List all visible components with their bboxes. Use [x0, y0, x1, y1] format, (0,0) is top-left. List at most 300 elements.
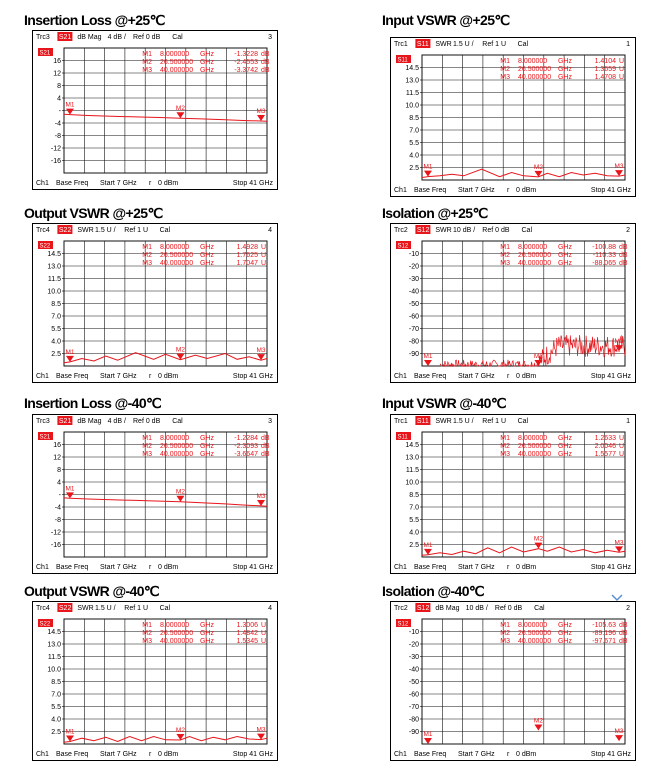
footer-channel: Ch1: [36, 751, 49, 758]
marker-table-freq: 8.000000: [160, 51, 190, 58]
marker-table-value: 1.7625: [236, 252, 258, 259]
marker-table-value-unit: dB: [261, 51, 270, 58]
marker-table-name: M1: [142, 51, 152, 58]
marker-table-unit: GHz: [200, 622, 214, 629]
marker-table-value-unit: U: [261, 638, 267, 645]
marker-label: M3: [614, 338, 624, 346]
footer-r: r: [149, 180, 152, 187]
footer-stop: Stop 41 GHz: [590, 187, 631, 194]
marker-table-unit: GHz: [558, 58, 572, 65]
param-label: S22: [58, 227, 72, 234]
trace-badge-label: S12: [397, 243, 409, 250]
scale-label: 10 dB /: [465, 605, 488, 612]
y-tick-label: 8.5: [409, 492, 419, 499]
footer-start: Start 7 GHz: [100, 751, 137, 758]
format-label: dB Mag: [77, 418, 102, 425]
marker-table-value: -2.4553: [234, 59, 258, 66]
y-tick-label: -12: [50, 529, 61, 537]
y-tick-label: -40: [408, 666, 419, 674]
y-tick-label: -4: [54, 120, 61, 128]
footer-base-freq: Base Freq: [414, 564, 447, 571]
y-tick-label: -30: [408, 654, 419, 661]
marker-table-unit: GHz: [200, 51, 214, 58]
cal-label: Cal: [517, 41, 529, 48]
y-tick-label: 11.5: [47, 654, 61, 661]
footer-stop: Stop 41 GHz: [232, 751, 273, 758]
chart-title-output-vswr-25: Output VSWR @+25℃: [24, 205, 163, 221]
format-label: SWR: [77, 227, 94, 234]
marker-table-freq: 40.000000: [160, 260, 194, 267]
vna-screen: [390, 601, 636, 761]
vna-screen: [390, 37, 636, 197]
footer-r: r: [507, 187, 510, 194]
marker-table-unit: GHz: [558, 260, 572, 267]
footer-r: r: [507, 751, 510, 758]
marker-table-unit: GHz: [200, 630, 214, 637]
marker-table-value-unit: dB: [619, 252, 628, 259]
marker-table-unit: GHz: [200, 244, 214, 251]
footer-channel: Ch1: [36, 564, 49, 571]
param-label: S22: [58, 605, 72, 612]
marker-table-freq: 40.000000: [518, 74, 552, 81]
chart-title-isolation-40: Isolation @-40℃: [382, 583, 485, 599]
y-tick-label: -8: [54, 133, 61, 140]
marker-label: M2: [533, 535, 543, 543]
footer-power: 0 dBm: [158, 751, 179, 758]
param-label: S12: [416, 227, 430, 234]
footer-base-freq: Base Freq: [414, 373, 447, 380]
footer-start: Start 7 GHz: [458, 187, 495, 194]
marker-label: M2: [533, 353, 543, 360]
scale-label: 10 dB /: [453, 227, 476, 234]
trace-badge-label: S21: [39, 50, 51, 57]
marker-table-freq: 26.500000: [160, 252, 194, 259]
marker-table-name: M1: [500, 58, 510, 65]
marker-table-value: -110.33: [592, 252, 616, 259]
marker-table-freq: 40.000000: [518, 638, 552, 645]
marker-label: M2: [175, 727, 185, 734]
marker-table-unit: GHz: [558, 630, 572, 637]
marker-table-value-unit: U: [261, 252, 267, 259]
y-tick-label: -10: [408, 629, 419, 636]
marker-label: M3: [256, 347, 266, 355]
y-tick-label: 12: [53, 70, 61, 78]
marker-table-name: M1: [500, 435, 510, 442]
marker-table-value: -89.196: [592, 630, 616, 637]
vna-screen: [32, 223, 278, 383]
y-tick-label: 2.5: [409, 542, 419, 549]
y-tick-label: -16: [50, 542, 61, 549]
y-tick-label: 8: [57, 467, 61, 474]
marker-table-value: 2.0046: [594, 443, 616, 450]
footer-channel: Ch1: [36, 180, 49, 187]
marker-table-name: M2: [142, 630, 152, 637]
marker-table-value: 1.4928: [236, 244, 258, 251]
marker-table-freq: 8.000000: [160, 435, 190, 442]
cal-label: Cal: [172, 418, 183, 425]
marker-table-freq: 8.000000: [160, 622, 190, 629]
footer-power: 0 dBm: [516, 751, 537, 758]
marker-label: M2: [533, 163, 543, 171]
trace-badge-label: S11: [397, 434, 408, 441]
chart-title-insertion-loss-40: Insertion Loss @-40℃: [24, 395, 162, 411]
footer-power: 0 dBm: [516, 564, 537, 571]
trace-label: Trc1: [394, 418, 408, 425]
footer-r: r: [507, 373, 510, 380]
y-tick-label: 11.5: [47, 276, 61, 283]
footer-stop: Stop 41 GHz: [232, 373, 273, 380]
y-tick-label: 14.5: [405, 442, 419, 449]
marker-label: M1: [65, 728, 75, 736]
y-tick-label: 4: [57, 479, 61, 487]
y-tick-label: -4: [54, 504, 61, 512]
cal-label: Cal: [159, 605, 171, 612]
marker-label: M2: [533, 717, 543, 725]
scale-label: 1.5 U /: [95, 605, 116, 612]
y-tick-label: 10.0: [405, 479, 419, 487]
footer-base-freq: Base Freq: [56, 751, 89, 758]
marker-table-unit: GHz: [200, 252, 214, 259]
y-tick-label: 5.5: [51, 326, 61, 333]
trace-badge-label: S22: [39, 621, 51, 628]
marker-table-value-unit: dB: [619, 244, 628, 251]
footer-power: 0 dBm: [158, 180, 179, 187]
marker-table-value: 1.4104: [594, 58, 616, 65]
marker-table-value: -3.3742: [234, 67, 258, 74]
footer-power: 0 dBm: [516, 187, 537, 194]
format-label: SWR: [77, 605, 94, 612]
channel-number: 1: [626, 41, 630, 48]
footer-start: Start 7 GHz: [458, 373, 495, 380]
y-tick-label: -8: [54, 517, 61, 524]
marker-table-unit: GHz: [558, 622, 572, 629]
y-tick-label: 16: [53, 442, 61, 449]
trace-label: Trc4: [36, 605, 50, 612]
ref-label: Ref 0 dB: [133, 34, 161, 41]
footer-stop: Stop 41 GHz: [232, 180, 273, 187]
y-tick-label: 2.5: [51, 729, 61, 736]
footer-base-freq: Base Freq: [56, 373, 89, 380]
marker-table-name: M1: [142, 622, 152, 629]
y-tick-label: -50: [408, 679, 419, 686]
chart-title-input-vswr-25: Input VSWR @+25℃: [382, 12, 510, 28]
marker-table-value: -105.63: [592, 622, 616, 629]
marker-table-unit: GHz: [558, 244, 572, 251]
y-tick-label: -30: [408, 276, 419, 283]
y-tick-label: 10.0: [405, 102, 419, 110]
marker-table-name: M3: [500, 638, 510, 645]
marker-label: M2: [175, 488, 185, 496]
vna-screen: [32, 30, 278, 190]
marker-label: M1: [65, 101, 75, 109]
format-label: dB Mag: [77, 34, 102, 41]
y-tick-label: 7.0: [51, 313, 61, 321]
y-tick-label: -90: [408, 351, 419, 358]
marker-table-freq: 8.000000: [160, 244, 190, 251]
marker-table-value: -1.2284: [234, 435, 258, 442]
vna-panel-insertion-loss-25: [32, 30, 278, 190]
footer-stop: Stop 41 GHz: [590, 564, 631, 571]
y-tick-label: -80: [408, 338, 419, 346]
marker-table-value-unit: U: [619, 58, 625, 65]
vna-panel-output-vswr-40: [32, 601, 278, 761]
marker-table-freq: 26.500000: [160, 443, 194, 450]
scale-label: 1.5 U /: [453, 418, 474, 425]
marker-label: M1: [423, 163, 433, 171]
ref-label: Ref 0 dB: [494, 605, 523, 612]
cal-label: Cal: [521, 227, 533, 234]
marker-table-value-unit: dB: [261, 67, 270, 74]
marker-table-value-unit: dB: [619, 622, 628, 629]
param-label: S11: [416, 418, 429, 425]
channel-number: 4: [268, 605, 272, 612]
marker-label: M3: [614, 728, 624, 736]
footer-stop: Stop 41 GHz: [590, 373, 631, 380]
y-tick-label: -70: [408, 326, 419, 333]
chart-title-input-vswr-40: Input VSWR @-40℃: [382, 395, 506, 411]
ref-label: Ref 1 U: [124, 227, 149, 234]
footer-channel: Ch1: [394, 751, 407, 758]
marker-table-value: -2.3093: [234, 443, 258, 450]
vna-panel-input-vswr-40: [390, 414, 636, 574]
marker-table-value: 1.4708: [594, 74, 616, 81]
marker-table-name: M1: [142, 435, 152, 442]
footer-base-freq: Base Freq: [56, 180, 89, 187]
y-tick-label: 10.0: [47, 288, 61, 296]
vna-screen: [390, 223, 636, 383]
scale-label: 1.5 U /: [453, 41, 474, 48]
marker-table-value-unit: U: [261, 630, 267, 637]
footer-power: 0 dBm: [158, 564, 179, 571]
y-tick-label: 5.5: [409, 140, 419, 147]
marker-table-value: -97.671: [592, 638, 616, 645]
marker-table-name: M2: [500, 630, 510, 637]
marker-table-value-unit: U: [619, 435, 625, 442]
marker-table-name: M3: [142, 638, 152, 645]
marker-table-freq: 40.000000: [160, 638, 194, 645]
format-label: SWR: [435, 227, 452, 234]
ref-label: Ref 1 U: [482, 418, 507, 425]
marker-table-unit: GHz: [200, 67, 214, 74]
marker-label: M2: [175, 346, 185, 354]
marker-table-value-unit: U: [619, 66, 625, 73]
y-tick-label: -50: [408, 301, 419, 308]
y-tick-label: 8.5: [51, 679, 61, 686]
y-tick-label: 11.5: [405, 467, 419, 474]
footer-r: r: [507, 564, 510, 571]
y-tick-label: -80: [408, 716, 419, 724]
marker-label: M1: [65, 348, 75, 356]
marker-table-name: M2: [500, 252, 510, 259]
marker-table-freq: 40.000000: [518, 451, 552, 458]
y-tick-label: 2.5: [51, 351, 61, 358]
scale-label: 4 dB /: [107, 418, 126, 425]
marker-table-unit: GHz: [558, 443, 572, 450]
marker-table-freq: 40.000000: [160, 451, 194, 458]
trace-label: Trc3: [36, 418, 50, 425]
footer-start: Start 7 GHz: [458, 564, 495, 571]
footer-stop: Stop 41 GHz: [590, 751, 631, 758]
y-tick-label: -16: [50, 158, 61, 165]
param-label: S12: [416, 605, 430, 612]
marker-table-unit: GHz: [558, 74, 572, 81]
footer-channel: Ch1: [36, 373, 49, 380]
marker-table-unit: GHz: [558, 66, 572, 73]
y-tick-label: 4.0: [409, 529, 419, 537]
y-tick-label: 13.0: [47, 263, 61, 271]
marker-table-name: M1: [500, 244, 510, 251]
footer-start: Start 7 GHz: [458, 751, 495, 758]
footer-r: r: [149, 373, 152, 380]
y-tick-label: -70: [408, 704, 419, 711]
marker-table-freq: 40.000000: [160, 67, 194, 74]
footer-start: Start 7 GHz: [100, 180, 137, 187]
marker-table-name: M1: [142, 244, 152, 251]
y-tick-label: -: [58, 492, 61, 499]
marker-table-freq: 26.500000: [160, 630, 194, 637]
channel-number: 3: [268, 418, 272, 425]
y-tick-label: 4: [57, 95, 61, 103]
format-label: dB Mag: [435, 605, 460, 612]
marker-table-name: M3: [142, 67, 152, 74]
marker-table-value: 1.4842: [236, 630, 258, 637]
marker-table-freq: 40.000000: [518, 260, 552, 267]
marker-table-value: -88.065: [592, 260, 616, 267]
footer-channel: Ch1: [394, 564, 407, 571]
vna-screen: [390, 414, 636, 574]
chart-title-isolation-25: Isolation @+25℃: [382, 205, 488, 221]
trace-badge-label: S21: [39, 434, 51, 441]
marker-table-freq: 26.500000: [518, 630, 552, 637]
marker-table-unit: GHz: [558, 451, 572, 458]
chart-title-output-vswr-40: Output VSWR @-40℃: [24, 583, 160, 599]
ref-label: Ref 1 U: [124, 605, 149, 612]
footer-channel: Ch1: [394, 187, 407, 194]
y-tick-label: 7.0: [51, 691, 61, 699]
scale-label: 1.5 U /: [95, 227, 116, 234]
trace-badge-label: S22: [39, 243, 51, 250]
marker-table-value-unit: dB: [619, 630, 628, 637]
vna-panel-isolation-25: [390, 223, 636, 383]
marker-table-value: -3.6647: [234, 451, 258, 458]
vna-panel-output-vswr-25: [32, 223, 278, 383]
marker-table-unit: GHz: [558, 638, 572, 645]
marker-table-value-unit: U: [261, 260, 267, 267]
marker-label: M3: [256, 492, 266, 500]
y-tick-label: 2.5: [409, 165, 419, 172]
marker-label: M1: [423, 541, 433, 549]
trace-badge-label: S12: [397, 621, 409, 628]
marker-label: M1: [423, 731, 433, 738]
vna-panel-insertion-loss-40: [32, 414, 278, 574]
y-tick-label: 4.0: [409, 152, 419, 160]
marker-table-value-unit: dB: [619, 638, 628, 645]
y-tick-label: 13.0: [405, 77, 419, 85]
chevron-down-icon[interactable]: [610, 593, 624, 603]
marker-table-value: -100.88: [592, 244, 616, 251]
marker-label: M1: [423, 353, 433, 360]
footer-power: 0 dBm: [516, 373, 537, 380]
y-tick-label: -12: [50, 145, 61, 153]
trace-label: Trc2: [394, 227, 408, 234]
y-tick-label: 7.0: [409, 504, 419, 512]
footer-r: r: [149, 751, 152, 758]
marker-table-unit: GHz: [200, 435, 214, 442]
marker-table-freq: 26.500000: [518, 443, 552, 450]
y-tick-label: -20: [408, 263, 419, 271]
marker-table-name: M2: [500, 66, 510, 73]
y-tick-label: -: [58, 108, 61, 115]
marker-table-value: 1.2633: [594, 435, 616, 442]
marker-label: M1: [65, 485, 75, 493]
marker-table-value: 1.3659: [594, 66, 616, 73]
y-tick-label: 10.0: [47, 666, 61, 674]
marker-table-name: M3: [500, 451, 510, 458]
trace-label: Trc3: [36, 34, 50, 41]
marker-table-unit: GHz: [200, 260, 214, 267]
channel-number: 3: [268, 34, 272, 41]
vna-screen: [32, 601, 278, 761]
chart-title-insertion-loss-25: Insertion Loss @+25℃: [24, 12, 165, 28]
param-label: S21: [58, 34, 72, 41]
trace-badge-label: S11: [397, 57, 408, 64]
marker-label: M3: [614, 539, 624, 547]
y-tick-label: 14.5: [405, 65, 419, 72]
cal-label: Cal: [534, 605, 545, 612]
y-tick-label: 7.0: [409, 127, 419, 135]
y-tick-label: -60: [408, 313, 419, 321]
y-tick-label: 5.5: [51, 704, 61, 711]
y-tick-label: 13.0: [405, 454, 419, 462]
cal-label: Cal: [517, 418, 529, 425]
footer-base-freq: Base Freq: [414, 751, 447, 758]
y-tick-label: 16: [53, 58, 61, 65]
trace-label: Trc4: [36, 227, 50, 234]
marker-table-name: M3: [142, 260, 152, 267]
marker-label: M2: [175, 105, 185, 113]
marker-table-value: 1.5577: [594, 451, 616, 458]
marker-table-freq: 26.500000: [518, 252, 552, 259]
marker-table-value-unit: dB: [261, 443, 270, 450]
marker-table-name: M3: [500, 260, 510, 267]
marker-table-unit: GHz: [200, 638, 214, 645]
ref-label: Ref 0 dB: [133, 418, 161, 425]
y-tick-label: 14.5: [47, 629, 61, 636]
marker-table-value-unit: dB: [261, 59, 270, 66]
marker-table-unit: GHz: [200, 59, 214, 66]
ref-label: Ref 1 U: [482, 41, 507, 48]
marker-table-value: 1.7047: [236, 260, 258, 267]
footer-stop: Stop 41 GHz: [232, 564, 273, 571]
y-tick-label: 4.0: [51, 716, 61, 724]
marker-label: M3: [256, 108, 266, 116]
vna-screen: [32, 414, 278, 574]
marker-table-name: M2: [142, 252, 152, 259]
marker-table-value-unit: dB: [619, 260, 628, 267]
cal-label: Cal: [172, 34, 183, 41]
footer-start: Start 7 GHz: [100, 373, 137, 380]
y-tick-label: -40: [408, 288, 419, 296]
marker-table-name: M3: [142, 451, 152, 458]
marker-table-freq: 26.500000: [518, 66, 552, 73]
marker-table-name: M2: [142, 443, 152, 450]
vna-panel-isolation-40: [390, 601, 636, 761]
y-tick-label: 4.0: [51, 338, 61, 346]
marker-label: M3: [614, 163, 624, 171]
scale-label: 4 dB /: [107, 34, 126, 41]
trace-label: Trc1: [394, 41, 408, 48]
marker-table-value: -1.3228: [234, 51, 258, 58]
